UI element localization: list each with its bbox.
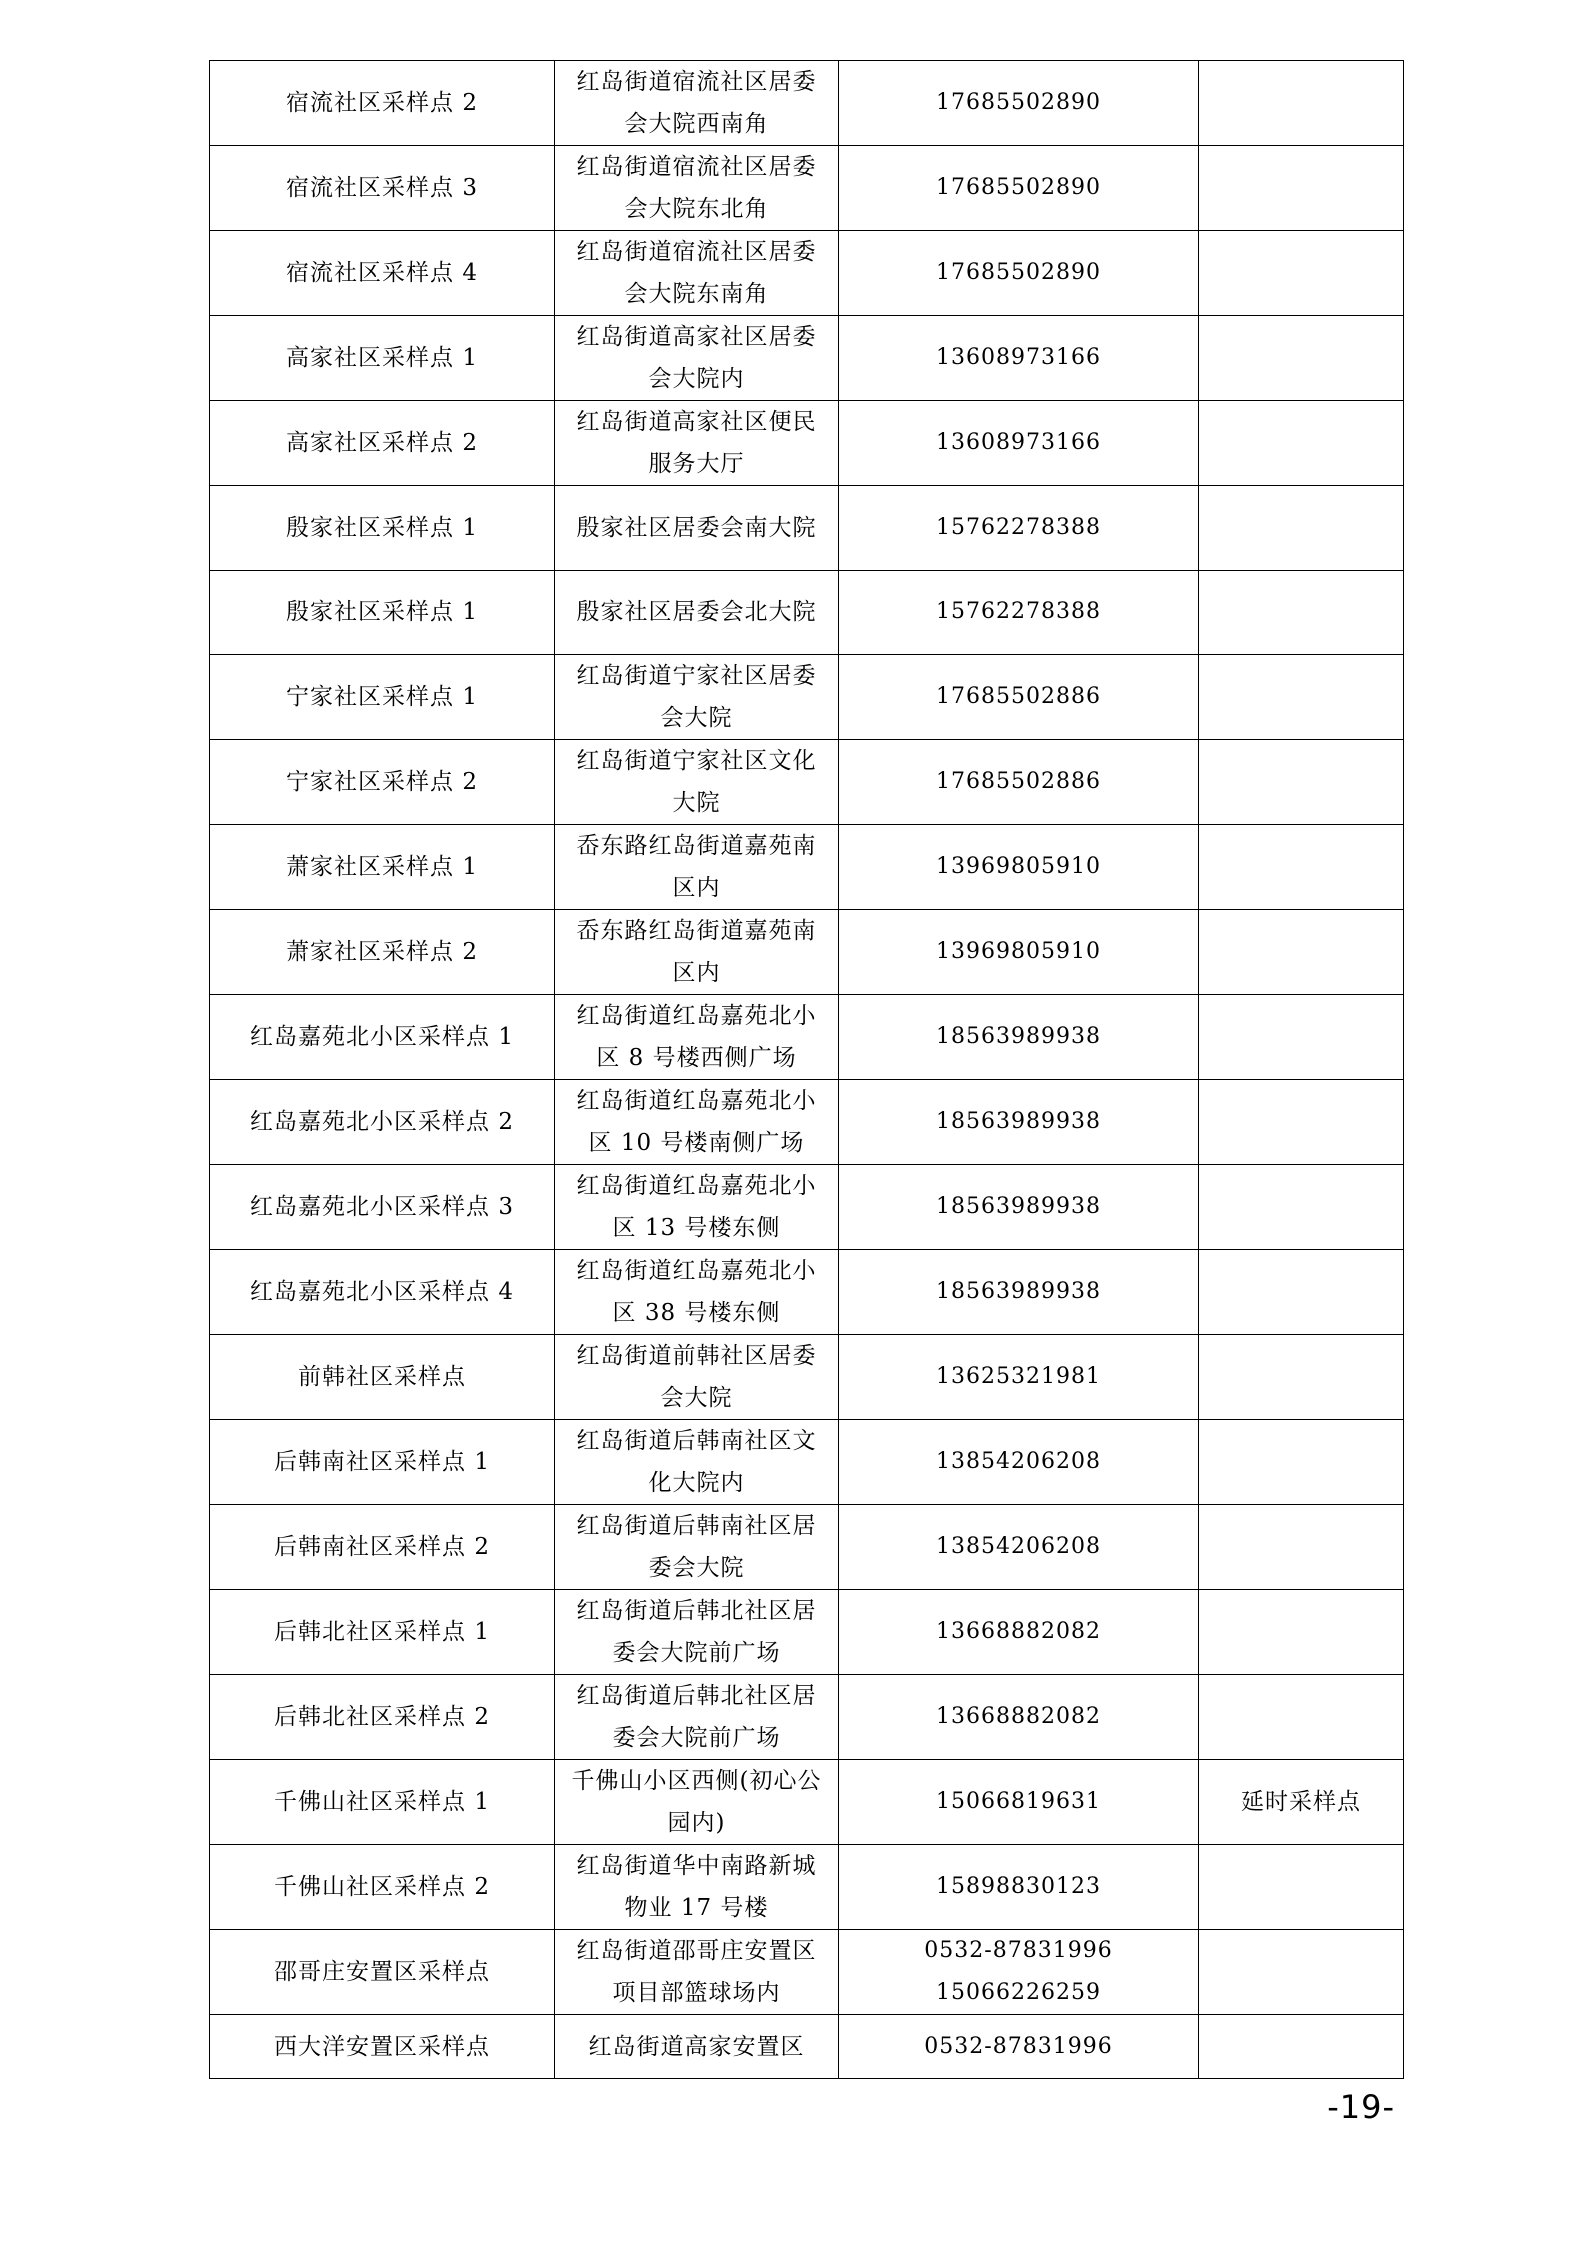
contact-phone: 13969805910 [936,939,1101,964]
contact-phone-cell [839,1165,1199,1250]
sampling-point-name-cell: 萧家社区采样点 1 [210,825,555,910]
table-row [210,825,1404,910]
remark-cell [1199,1930,1404,2015]
table-row [210,1505,1404,1590]
sampling-point-name-cell: 宁家社区采样点 2 [210,740,555,825]
table-row [210,1760,1404,1845]
page-number: -19- [1327,2088,1395,2126]
contact-phone: 13668882082 [936,1619,1101,1644]
remark-cell [1199,655,1404,740]
sampling-point-name-cell: 千佛山社区采样点 2 [210,1845,555,1930]
sampling-point-address-cell: 岙东路红岛街道嘉苑南区内 [555,825,839,910]
table-row [210,2015,1404,2079]
contact-phone: 13854206208 [936,1449,1101,1474]
table-row [210,316,1404,401]
contact-phone-cell [839,61,1199,146]
contact-phone-cell [839,825,1199,910]
contact-phone: 15762278388 [936,514,1101,540]
sampling-point-address-cell: 红岛街道后韩南社区居委会大院 [555,1505,839,1590]
sampling-point-name-cell: 邵哥庄安置区采样点 [210,1930,555,2015]
contact-phone-cell [839,1505,1199,1590]
sampling-point-name-cell: 红岛嘉苑北小区采样点 3 [210,1165,555,1250]
remark-cell: 延时采样点 [1199,1760,1404,1845]
remark-cell [1199,1590,1404,1675]
contact-phone-cell [839,910,1199,995]
sampling-point-address-cell: 红岛街道华中南路新城物业 17 号楼 [555,1845,839,1930]
sampling-point-address-cell: 红岛街道高家社区居委会大院内 [555,316,839,401]
sampling-point-name-cell: 宿流社区采样点 3 [210,146,555,231]
contact-phone-cell [839,486,1199,571]
sampling-point-address-cell: 红岛街道高家安置区 [555,2015,839,2079]
remark-cell [1199,1675,1404,1760]
remark-cell [1199,910,1404,995]
sampling-point-address-cell: 红岛街道后韩北社区居委会大院前广场 [555,1590,839,1675]
contact-phone: 17685502890 [936,90,1101,115]
contact-phone: 15066819631 [936,1789,1101,1814]
contact-phone-cell [839,146,1199,231]
sampling-point-name-cell: 前韩社区采样点 [210,1335,555,1420]
contact-phone: 13625321981 [936,1364,1101,1389]
sampling-point-name-cell: 后韩南社区采样点 1 [210,1420,555,1505]
contact-phone-cell [839,1420,1199,1505]
contact-phone: 18563989938 [936,1109,1101,1134]
table-row [210,231,1404,316]
table-row [210,1590,1404,1675]
remark-cell [1199,2015,1404,2079]
contact-phone-cell [839,570,1199,655]
contact-phone-cell [839,1845,1199,1930]
sampling-point-name-cell: 萧家社区采样点 2 [210,910,555,995]
sampling-point-address-cell: 岙东路红岛街道嘉苑南区内 [555,910,839,995]
sampling-point-address-cell: 红岛街道邵哥庄安置区项目部篮球场内 [555,1930,839,2015]
sampling-point-address-cell: 红岛街道高家社区便民服务大厅 [555,401,839,486]
contact-phone: 15066226259 [936,1980,1101,2005]
table-row [210,486,1404,571]
remark-cell [1199,401,1404,486]
remark-cell [1199,1080,1404,1165]
remark-cell [1199,1420,1404,1505]
table-row [210,1080,1404,1165]
contact-phone-cell [839,995,1199,1080]
remark-cell [1199,570,1404,655]
sampling-point-name-cell: 宿流社区采样点 4 [210,231,555,316]
table-row [210,1250,1404,1335]
contact-phone: 13668882082 [936,1704,1101,1729]
table-row [210,401,1404,486]
contact-phone-cell [839,2015,1199,2079]
contact-phone-cell [839,1760,1199,1845]
table-row [210,1675,1404,1760]
table-row [210,740,1404,825]
sampling-point-address-cell: 殷家社区居委会北大院 [555,570,839,655]
contact-phone: 13854206208 [936,1534,1101,1559]
contact-phone-cell [839,740,1199,825]
remark-cell [1199,1845,1404,1930]
remark-cell [1199,146,1404,231]
sampling-point-address-cell: 红岛街道宁家社区居委会大院 [555,655,839,740]
remark-cell [1199,740,1404,825]
sampling-point-address-cell: 红岛街道后韩北社区居委会大院前广场 [555,1675,839,1760]
sampling-point-name-cell: 殷家社区采样点 1 [210,486,555,571]
contact-phone-cell [839,1080,1199,1165]
sampling-point-address-cell: 红岛街道宿流社区居委会大院东北角 [555,146,839,231]
remark-cell [1199,486,1404,571]
table-row [210,910,1404,995]
contact-phone-cell [839,316,1199,401]
sampling-point-name-cell: 宿流社区采样点 2 [210,61,555,146]
table-row [210,1420,1404,1505]
contact-phone-cell [839,1335,1199,1420]
sampling-point-address-cell: 红岛街道前韩社区居委会大院 [555,1335,839,1420]
table-row [210,61,1404,146]
contact-phone: 18563989938 [936,1024,1101,1049]
contact-phone: 17685502890 [936,175,1101,200]
contact-phone: 13608973166 [936,430,1101,455]
remark-cell [1199,1250,1404,1335]
remark-cell [1199,825,1404,910]
remark-cell [1199,1165,1404,1250]
sampling-point-address-cell: 红岛街道红岛嘉苑北小区 13 号楼东侧 [555,1165,839,1250]
contact-phone: 18563989938 [936,1194,1101,1219]
sampling-points-table [209,60,1404,2079]
contact-phone: 17685502886 [936,769,1101,794]
contact-phone-cell [839,1590,1199,1675]
sampling-point-address-cell: 红岛街道红岛嘉苑北小区 8 号楼西侧广场 [555,995,839,1080]
contact-phone-cell [839,1675,1199,1760]
contact-phone: 0532-87831996 [924,1938,1113,1963]
remark-cell [1199,1335,1404,1420]
contact-phone: 15762278388 [936,599,1101,625]
remark-cell [1199,995,1404,1080]
table-row [210,1165,1404,1250]
sampling-point-address-cell: 红岛街道宁家社区文化大院 [555,740,839,825]
table-row [210,1845,1404,1930]
sampling-point-name-cell: 西大洋安置区采样点 [210,2015,555,2079]
contact-phone-cell [839,1930,1199,2015]
contact-phone: 13608973166 [936,345,1101,370]
table-row [210,146,1404,231]
sampling-point-name-cell: 后韩北社区采样点 2 [210,1675,555,1760]
table-row [210,655,1404,740]
sampling-point-name-cell: 后韩南社区采样点 2 [210,1505,555,1590]
remark-cell [1199,1505,1404,1590]
sampling-point-name-cell: 红岛嘉苑北小区采样点 2 [210,1080,555,1165]
sampling-point-name-cell: 千佛山社区采样点 1 [210,1760,555,1845]
contact-phone: 18563989938 [936,1279,1101,1304]
sampling-point-address-cell: 红岛街道红岛嘉苑北小区 10 号楼南侧广场 [555,1080,839,1165]
contact-phone: 0532-87831996 [924,2033,1113,2059]
remark-cell [1199,316,1404,401]
sampling-point-address-cell: 千佛山小区西侧(初心公园内) [555,1760,839,1845]
sampling-point-name-cell: 宁家社区采样点 1 [210,655,555,740]
sampling-point-address-cell: 红岛街道宿流社区居委会大院东南角 [555,231,839,316]
contact-phone-cell [839,1250,1199,1335]
sampling-point-address-cell: 殷家社区居委会南大院 [555,486,839,571]
contact-phone-cell [839,401,1199,486]
contact-phone: 17685502890 [936,260,1101,285]
table-body [210,61,1404,2079]
contact-phone-cell [839,231,1199,316]
table-row [210,570,1404,655]
remark-cell [1199,61,1404,146]
contact-phone: 17685502886 [936,684,1101,709]
table-row [210,1335,1404,1420]
table-row [210,995,1404,1080]
contact-phone: 13969805910 [936,854,1101,879]
remark-cell [1199,231,1404,316]
table-row [210,1930,1404,2015]
sampling-point-address-cell: 红岛街道宿流社区居委会大院西南角 [555,61,839,146]
sampling-point-name-cell: 高家社区采样点 2 [210,401,555,486]
sampling-point-address-cell: 红岛街道红岛嘉苑北小区 38 号楼东侧 [555,1250,839,1335]
sampling-point-name-cell: 红岛嘉苑北小区采样点 4 [210,1250,555,1335]
contact-phone-cell [839,655,1199,740]
sampling-point-name-cell: 红岛嘉苑北小区采样点 1 [210,995,555,1080]
sampling-point-name-cell: 高家社区采样点 1 [210,316,555,401]
contact-phone: 15898830123 [936,1874,1101,1899]
sampling-point-name-cell: 后韩北社区采样点 1 [210,1590,555,1675]
sampling-point-address-cell: 红岛街道后韩南社区文化大院内 [555,1420,839,1505]
sampling-point-name-cell: 殷家社区采样点 1 [210,570,555,655]
